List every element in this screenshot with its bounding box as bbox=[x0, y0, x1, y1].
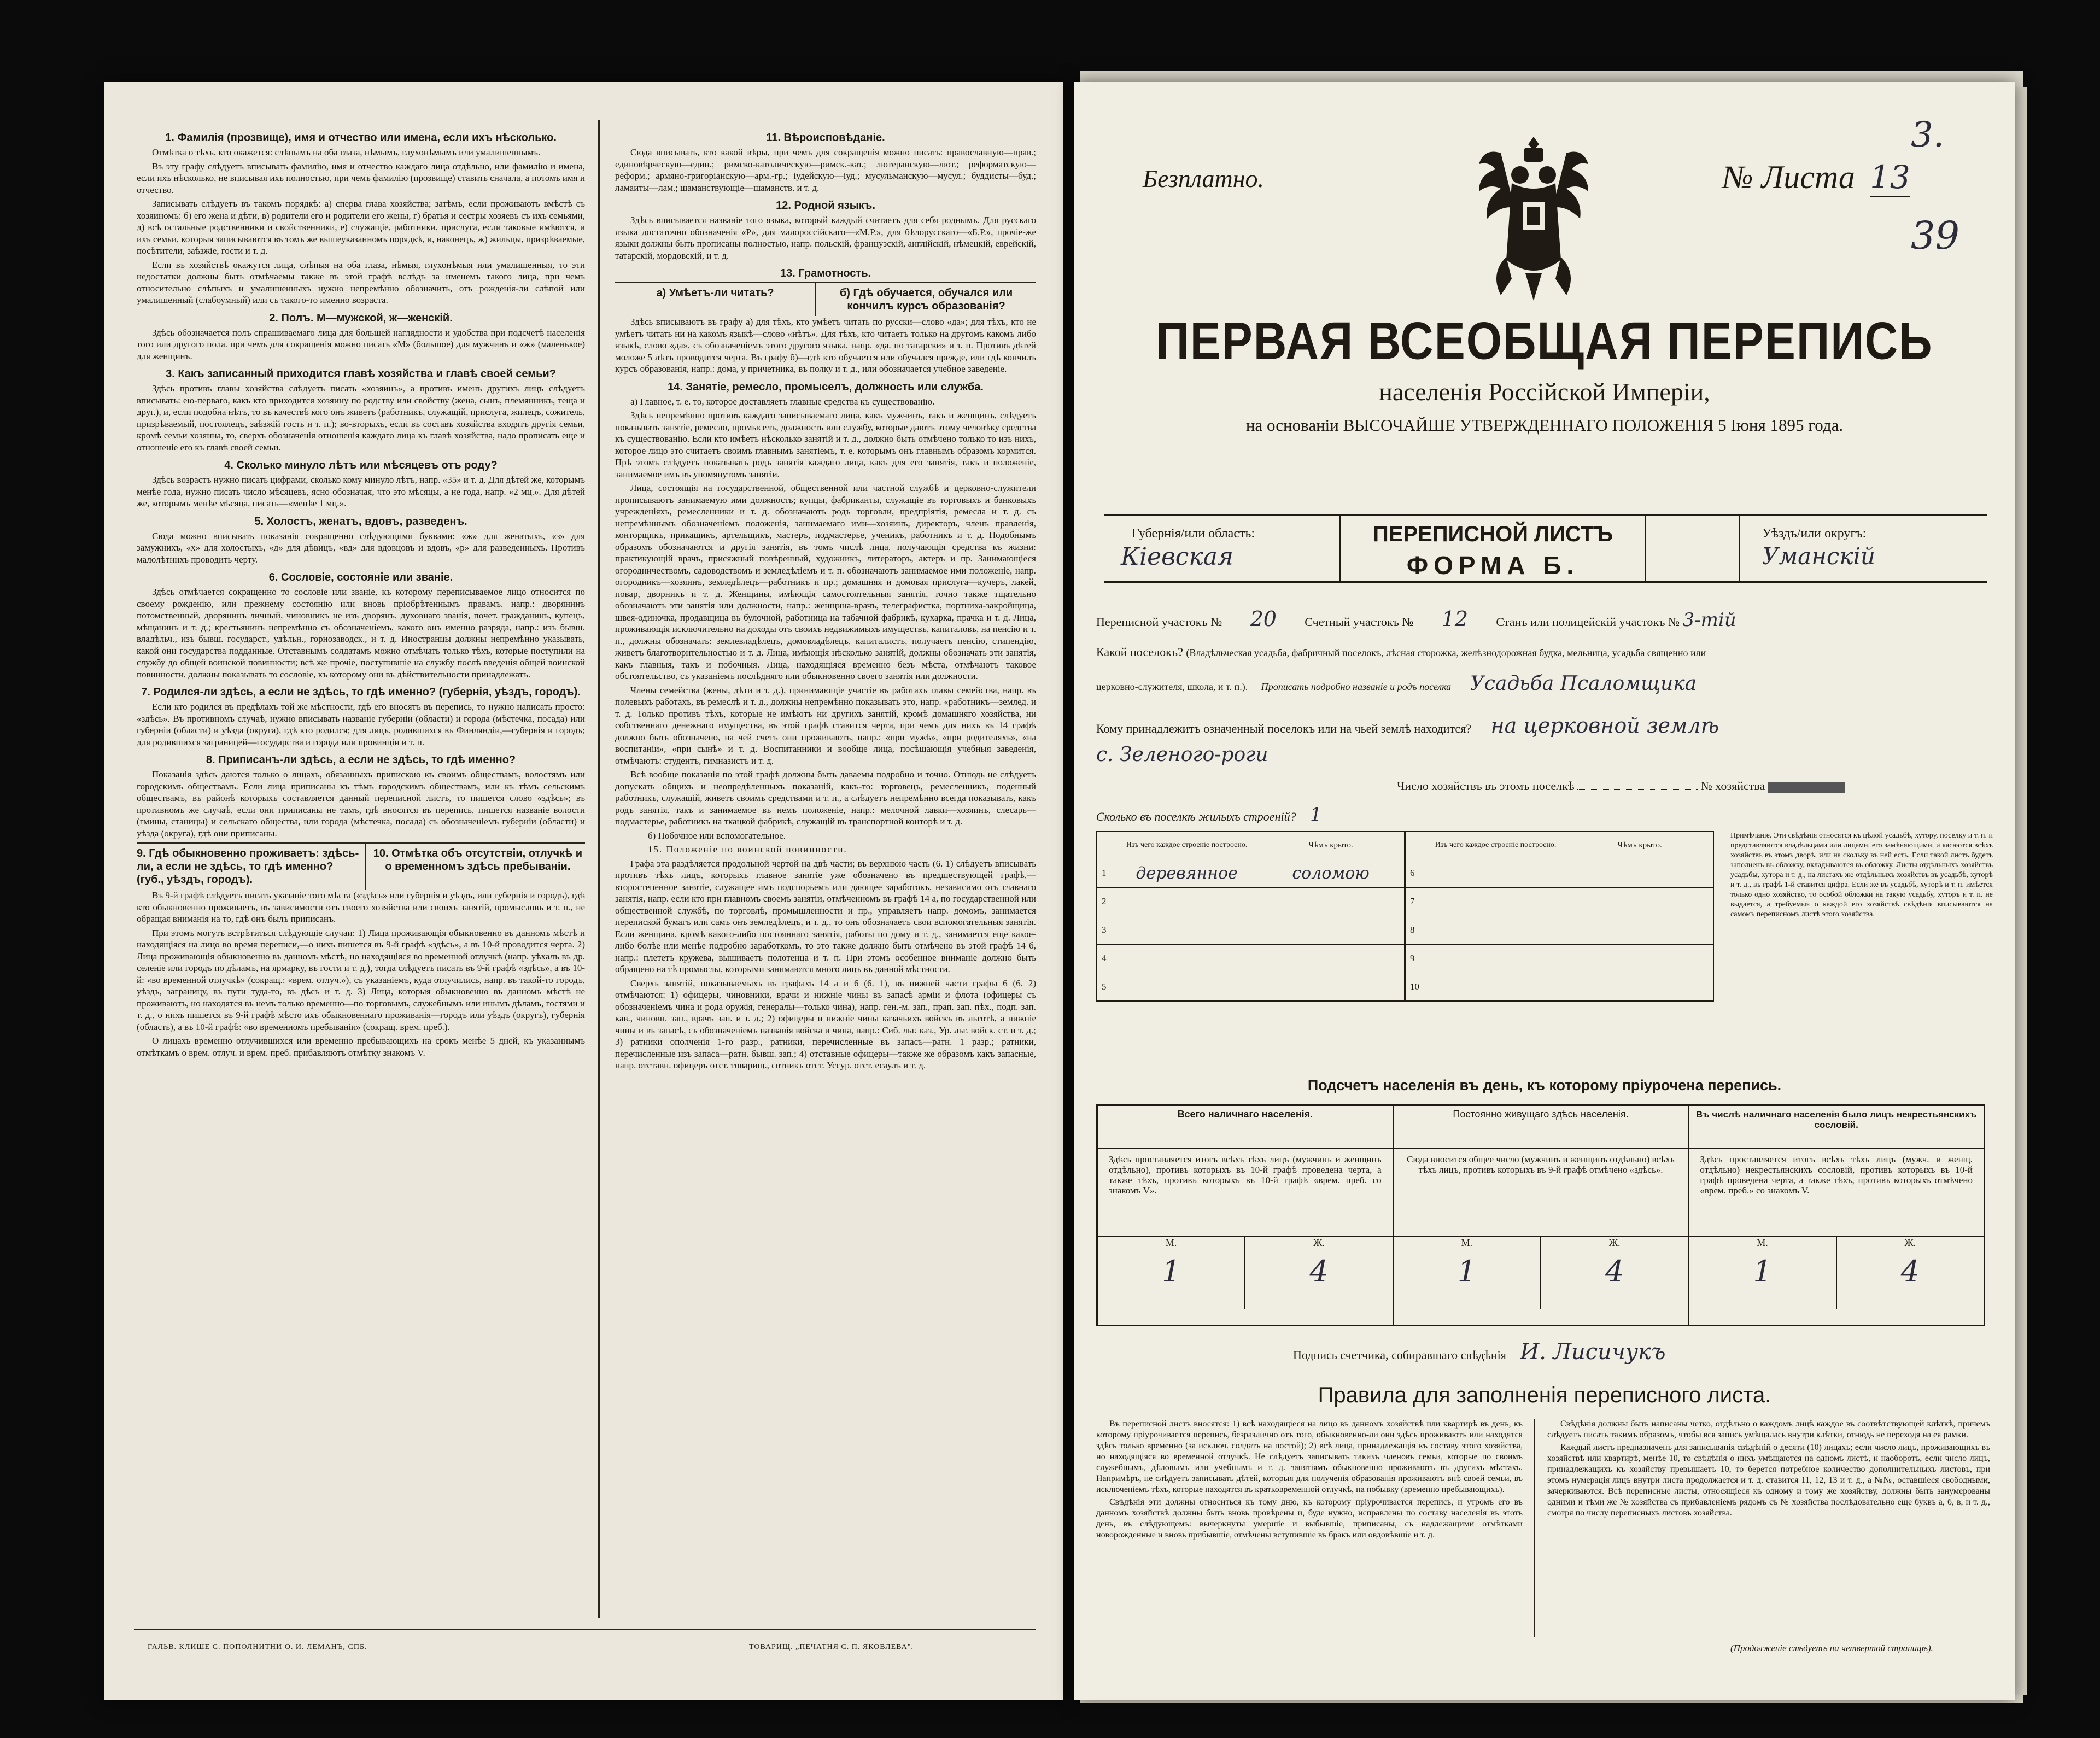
tally-col-total-f-label: Ж. bbox=[1313, 1237, 1325, 1248]
table-cell: соломою bbox=[1257, 859, 1405, 887]
uezd-value: Уманскій bbox=[1762, 543, 1875, 570]
q9-q10-block bbox=[137, 842, 585, 890]
uezd-label: Уѣздъ/или округъ: bbox=[1762, 526, 1867, 541]
q14-sub-b: б) Побочное или вспомогательное. bbox=[648, 830, 786, 841]
table-cell bbox=[1257, 944, 1405, 973]
table-cell bbox=[1257, 973, 1405, 1001]
corner-number: 39 bbox=[1911, 213, 1960, 258]
footer-left-imprint: ГАЛЬВ. КЛИШЕ С. ПОПОЛНИТНИ О. И. ЛЕМАНЪ, СПБ. bbox=[148, 1643, 367, 1651]
section-heading: 1. Фамилія (прозвище), имя и отчество или имена, если ихъ нѣсколько. bbox=[165, 132, 557, 144]
district-line bbox=[1096, 607, 1993, 631]
tally-resident-women: 4 bbox=[1605, 1254, 1624, 1289]
gubernia-label: Губернія/или область: bbox=[1132, 526, 1255, 541]
tally-col-nonpeasant-desc: Здѣсь проставляется итогъ всѣхъ тѣхъ лицъ (мужч. и женщ. отдѣльно) некрестьянскихъ сословій, противъ которыхъ въ 10-й графѣ проведена черта, а также тѣхъ, противъ которыхъ отмѣчено «врем. преб.» со знакомъ V. bbox=[1700, 1154, 1973, 1196]
tally-col-total-desc: Здѣсь проставляется итогъ всѣхъ тѣхъ лицъ (мужчинъ и женщинъ отдѣльно), противъ которыхъ въ 10-й графѣ проведена черта, а также тѣхъ, противъ которыхъ въ 10-й графѣ «врем. преб. со знакомъ V». bbox=[1109, 1154, 1382, 1196]
paragraph: Графа эта раздѣляется продольной чертой на двѣ части; въ верхнюю часть (6. 1) слѣдуетъ вписывать противъ тѣхъ лицъ, которыхъ главное занятіе уже обозначено въ предшествующей графѣ,—второстепенное занятіе, служащее имъ подспорьемъ или дающее заработокъ, независимо отъ главнаго занятія, напр. если кто при главномъ своемъ занятіи, отмѣченномъ въ графѣ 14 а, по государственной или общественной службѣ, по торговлѣ, промышленности и пр., управляетъ напр. домомъ, занимается перепиской бумагъ или самъ онъ земледѣлецъ, и т. д., то онъ обозначаетъ свои вспомогательныя занятія. Если женщина, кромѣ какого-либо постояннаго занятія, работы по дому и т. д., занимается еще какое-либо болѣе или менѣе подробно заработкомъ, то это также должно быть отмѣчено въ этой графѣ 14 б, напр.: плететъ кружева, вышиваетъ полотенца и т. п. При этомъ особенное вниманіе должно быть обращено на тѣ промыслы, которыми занимаются много лицъ въ данной мѣстности. bbox=[615, 858, 1036, 974]
sheet-number-label: № Листа bbox=[1722, 159, 1855, 195]
tally-nonpeasant-men: 1 bbox=[1689, 1249, 1836, 1309]
tally-total-women: 4 bbox=[1309, 1254, 1329, 1289]
section-paragraph: Показанія здѣсь даются только о лицахъ, обязанныхъ припискою къ своимъ обществамъ, волостямъ или городскимъ обществамъ. Если лица приписаны къ тѣмъ городскимъ обществамъ, или къ тѣмъ сельскимъ обществамъ, въ районѣ которыхъ составляется данный переписной листъ, то пишется слово «здѣсь»; въ противномъ же случаѣ, если они приписаны не тамъ, гдѣ вносятся въ перепись, пишется названіе волости (гмины, станицы) и сельскаго общества, или города (мѣстечка, посада) съ обозначеніемъ губерніи (области) и уѣзда (округа), гдѣ они приписаны. bbox=[137, 769, 585, 839]
paragraph: О лицахъ временно отлучившихся или временно пребывающихъ на срокъ менѣе 5 дней, къ указаннымъ отмѣткамъ о врем. отлуч. и врем. преб. прибавляютъ отмѣтку знакомъ V. bbox=[137, 1035, 585, 1058]
table-cell bbox=[1116, 944, 1257, 973]
census-district-label: Переписной участокъ № bbox=[1096, 615, 1222, 629]
building-table-header-material-right: Изъ чего каждое строеніе построено. bbox=[1425, 832, 1566, 859]
row-number: 2 bbox=[1097, 887, 1116, 916]
table-cell bbox=[1425, 887, 1566, 916]
footer-right-imprint: ТОВАРИЩ. „ПЕЧАТНЯ С. П. ЯКОВЛЕВА". bbox=[749, 1643, 914, 1651]
census-subtitle: населенія Россійской Имперіи, bbox=[1379, 378, 1710, 406]
row-number: 9 bbox=[1405, 944, 1425, 973]
table-cell bbox=[1425, 944, 1566, 973]
row-number: 7 bbox=[1405, 887, 1425, 916]
building-table-row bbox=[1097, 944, 1713, 973]
paragraph: Лица, состоящія на государственной, общественной или частной службѣ и церковно-служители прописываютъ занимаемую ими должность; купцы, фабриканты, служащіе въ торговыхъ и банковыхъ учрежденіяхъ, ремесленники и т. д. обозначаютъ родъ торговли, предпріятія, ремесла и т. д. съ непремѣннымъ обозначеніемъ положенія, занимаемаго ими—хозяинъ, директоръ, членъ правленія, конторщикъ, прикащикъ, артельщикъ, мастеръ, подмастерье, ученикъ, работникъ и т. д. Подобнымъ образомъ обозначаются и другія занятія, въ томъ числѣ лица, получающія средства къ жизни: практикующій врачъ, присяжный повѣренный, художникъ, литераторъ, актеръ и пр. Занимающіеся огородничествомъ, садоводствомъ и земледѣліемъ и т. п. обозначаютъ занимаемое ими положеніе, напр. огородникъ—хозяинъ, земледѣлецъ—работникъ и пр.; домашняя и домовая прислуга—кучеръ, лакей, повар, дворникъ и т. д. Женщины, имѣющія самостоятельныя занятія, точно также тщательно обозначаютъ эти занятія или должности, напр.: женщина-врачъ, телеграфистка, портниха-закройщица, швея-одиночка, продавщица въ булочной, работница на табачной фабрикѣ, кухарка, прачка и т. д. Лица, проживающія исключительно на доходы отъ своихъ недвижимыхъ имуществъ, капиталовъ, на пенсію и т. п., должны обозначать: землевладѣлецъ, домовладѣлецъ, капиталистъ, получаетъ пенсію, стипендію, живетъ благотворительностью и т. д. Лица, имѣющія нѣсколько занятій, должны обозначать эти занятія, какъ главныя, такъ и побочныя. Лица, находящіяся временно безъ мѣста, отмѣчаютъ таковое обстоятельство, съ указаніемъ послѣдняго или обыкновенно своего занятія или должности. bbox=[615, 483, 1036, 681]
tally-title: Подсчетъ населенія въ день, къ которому пріурочена перепись. bbox=[1307, 1077, 1782, 1093]
building-table-header-roof-right: Чѣмъ крыто. bbox=[1566, 832, 1713, 859]
section-heading: 6. Сословіе, состояніе или званіе. bbox=[268, 571, 453, 583]
section-paragraph: Записывать слѣдуетъ въ такомъ порядкѣ: а) сперва глава хозяйства; затѣмъ, если проживаютъ вмѣстѣ съ хозяиномъ: б) его жена и дѣти, в) родители его и родители его жены, г) братья и сестры хозяевъ съ ихъ семьями, д) всѣ остальные родственники и свойственники, е) служащіе, работники, прислуга, если таковые имѣются, и ихъ семьи, которыя записываются въ томъ же вышеуказанномъ порядкѣ, и, наконецъ, ж) жильцы, призрѣваемые, посѣтители, заѣзжіе, гости и т. д. bbox=[137, 198, 585, 256]
tally-col-resident-desc: Сюда вносится общее число (мужчинъ и женщинъ отдѣльно) всѣхъ тѣхъ лицъ, противъ которыхъ въ 9-й графѣ отмѣчено «здѣсь». bbox=[1407, 1154, 1675, 1175]
rules-right-column bbox=[1547, 1419, 1990, 1520]
q9-q10-paras bbox=[137, 890, 585, 1058]
building-table-body bbox=[1097, 859, 1713, 1001]
paragraph: Здѣсь непремѣнно противъ каждаго записываемаго лица, какъ мужчинъ, такъ и женщинъ, слѣдуетъ показывать занятіе, ремесло, промыселъ, должность или службу, которые даютъ этому человѣку средства къ существованію. Если кто имѣетъ нѣсколько занятій и т. д., должно быть отмѣчено только то изъ нихъ, которое лицо это считаетъ своимъ главнымъ занятіемъ, т. е. которымъ онъ главнымъ образомъ кормится. Прѣ этомъ слѣдуетъ показывать родъ занятія каждаго лица, какъ для его занятія, такъ и положеніе, занимаемое имъ въ упомянутомъ занятіи. bbox=[615, 410, 1036, 479]
rules-continue-note: (Продолженіе слѣдуетъ на четвертой страницѣ). bbox=[1730, 1643, 1933, 1653]
tally-nonpeasant-women: 4 bbox=[1900, 1254, 1920, 1289]
tally-col-total-header: Всего наличнаго населенія. bbox=[1098, 1106, 1393, 1149]
buildings-label: Сколько въ поселкѣ жилыхъ строеній? bbox=[1096, 810, 1296, 823]
row-number: 8 bbox=[1405, 916, 1425, 944]
paragraph: Въ 9-й графѣ слѣдуетъ писать указаніе того мѣста («здѣсь» или губернія и уѣздъ, или губернія и городъ), гдѣ кто обыкновенно проживаетъ, въ зависимости отъ своего хозяйства или своихъ занятій, промысловъ и т. п., не обращая вниманія на то, гдѣ онъ былъ приписанъ. bbox=[137, 890, 585, 924]
census-title: ПЕРВАЯ ВСЕОБЩАЯ ПЕРЕПИСЬ bbox=[1156, 311, 1933, 370]
column-divider bbox=[598, 120, 600, 1618]
settlement-value: Усадьба Псаломщика bbox=[1470, 672, 1697, 695]
table-cell bbox=[1257, 887, 1405, 916]
gubernia-value: Кіевская bbox=[1121, 543, 1234, 571]
section-paragraph: Здѣсь противъ главы хозяйства слѣдуетъ писать «хозяинъ», а противъ именъ другихъ лицъ слѣдуетъ вписывать: ею-перваго, какъ кто приходится хозяину по родству или свойству (жена, сынъ, племянникъ, теща и друг.), и, если подобна нѣтъ, то въ качествѣ кого онъ живетъ (работникъ, служащій, прислуга, жилецъ, сожитель, призрѣваемый, постоялецъ, заѣзжій гость и т. п.); во-вторыхъ, если въ составъ хозяйства входятъ другія семьи, кромѣ семьи хозяина, то, сверхъ обозначенія отношенія каждаго лица къ главѣ хозяйства, надо прописать еще и отношеніе его къ главѣ своей семьи. bbox=[137, 383, 586, 453]
tally-col-resident-header: Постоянно живущаго здѣсь населенія. bbox=[1394, 1106, 1688, 1149]
building-table bbox=[1096, 831, 1714, 1002]
q13-sub-block bbox=[615, 282, 1036, 316]
footer-rule bbox=[134, 1629, 1036, 1630]
census-basis: на основаніи ВЫСОЧАЙШЕ УТВЕРЖДЕННАГО ПОЛОЖЕНІЯ 5 Іюня 1895 года. bbox=[1245, 416, 1844, 435]
section-heading: 8. Приписанъ-ли здѣсь, а если не здѣсь, то гдѣ именно? bbox=[206, 754, 516, 766]
tally-col-resident-m-label: М. bbox=[1394, 1237, 1541, 1249]
q13b-heading: б) Гдѣ обучается, обучался или кончилъ курсъ образованія? bbox=[839, 287, 1013, 312]
sheet-number-value: 13 bbox=[1870, 159, 1910, 196]
q9-heading: 9. Гдѣ обыкновенно проживаетъ: здѣсь-ли, а если не здѣсь, то гдѣ именно? (губ., уѣздъ, городъ). bbox=[137, 847, 359, 886]
building-table-header-roof-left: Чѣмъ крыто. bbox=[1257, 832, 1405, 859]
table-cell bbox=[1116, 973, 1257, 1001]
tally-col-resident-f-label: Ж. bbox=[1608, 1237, 1621, 1248]
right-page bbox=[1074, 82, 2015, 1700]
building-table-header-material-left: Изъ чего каждое строеніе построено. bbox=[1116, 832, 1257, 859]
settlement-line bbox=[1096, 645, 1993, 659]
row-number: 4 bbox=[1097, 944, 1116, 973]
household-number-label: № хозяйства bbox=[1700, 779, 1765, 793]
buildings-value: 1 bbox=[1310, 804, 1322, 826]
section-paragraph: Если кто родился въ предѣлахъ той же мѣстности, гдѣ его вносятъ въ перепись, то нужно написать просто: «здѣсь». Въ противномъ случаѣ, нужно вписывать названіе губерніи (области) и города (мѣстечка, посада) или губерніи (области) и уѣзда (округа), гдѣ кто родился; для лицъ, родившихся въ Финляндіи,—губернія и городъ; для родившихся заграницей—государства и города или провинціи и т. п. bbox=[137, 701, 585, 747]
households-label: Число хозяйствъ въ этомъ поселкѣ bbox=[1397, 779, 1575, 793]
table-cell bbox=[1566, 973, 1713, 1001]
section-paragraph: Здѣсь обозначается полъ спрашиваемаго лица для большей наглядности и удобства при подсчетѣ населенія того или другого пола. при чемъ для сокращенія можно писать «М» (большое) для мужчинъ и «ж» (маленькое) для женщинъ. bbox=[137, 327, 585, 361]
building-table-row bbox=[1097, 973, 1713, 1001]
signature-label: Подпись счетчика, собиравшаго свѣдѣнія bbox=[1293, 1348, 1506, 1362]
signature-value: И. Лисичукъ bbox=[1520, 1339, 1666, 1365]
q15-heading: 15. Положеніе по воинской повинности. bbox=[648, 844, 847, 855]
table-cell bbox=[1566, 859, 1713, 887]
count-district-label: Счетный участокъ № bbox=[1305, 615, 1414, 629]
table-cell bbox=[1257, 916, 1405, 944]
settlement-instruction: Прописать подробно названіе и родъ поселка bbox=[1261, 681, 1452, 692]
section-paragraph: Сюда вписывать, кто какой вѣры, при чемъ для сокращенія можно писать: православную—прав.; единовѣрческую—един.; римско-католическую—римск.-кат.; лютеранскую—лют.; реформатскую—реформ.; армяно-григоріанскую—арм.-гр.; іудейскую—іуд.; мусульманскую—мусул.; буддисты—буд.; ламаиты—лам.; шаманствующіе—шаманств. и т. д. bbox=[615, 147, 1036, 193]
q14-paras bbox=[615, 409, 1036, 828]
settlement-line-2 bbox=[1096, 672, 1993, 695]
col2-sections bbox=[615, 131, 1036, 280]
section-paragraph: Если въ хозяйствѣ окажутся лица, слѣпыя на оба глаза, нѣмыя, глухонѣмыя или умалишенныя, то эти недостатки должны быть отмѣчаемы также въ этой графѣ вслѣдъ за именемъ такого лица, при чемъ относительно слѣпыхъ и умалишенныхъ нужно непремѣнно обозначить, отъ рожденія-ли слѣпой или умалишенный (слабоумный) или съ такого-то именно возраста. bbox=[137, 259, 585, 305]
tally-col-nonpeasant-m-label: М. bbox=[1689, 1237, 1836, 1249]
building-table-row bbox=[1097, 859, 1713, 887]
table-cell bbox=[1116, 887, 1257, 916]
section-heading: 13. Грамотность. bbox=[780, 267, 871, 279]
table-cell: деревянное bbox=[1116, 859, 1257, 887]
left-column-2 bbox=[615, 126, 1036, 1074]
paragraph: Всѣ вообще показанія по этой графѣ должны быть даваемы подробно и точно. Отнюдь не слѣдуетъ допускать общихъ и неопредѣленныхъ показаній, какъ-то: торговецъ, ремесленникъ, поденный работникъ, служащій, живетъ своимъ средствами и т. п., а слѣдуетъ непремѣнно всегда показывать, какъ родъ занятія, такъ и занимаемое въ немъ положеніе, напр.: мелочной лавки—хозяинъ, слесарь—подмастерье, работникъ на ткацкой фабрикѣ, служащій въ транспортной конторѣ и т. д. bbox=[615, 769, 1036, 827]
row-number: 10 bbox=[1405, 973, 1425, 1001]
form-title: ПЕРЕПИСНОЙ ЛИСТЪ bbox=[1373, 522, 1613, 546]
table-cell bbox=[1566, 887, 1713, 916]
tally-col-resident bbox=[1394, 1106, 1689, 1325]
table-cell bbox=[1425, 859, 1566, 887]
building-table-row bbox=[1097, 887, 1713, 916]
buildings-line bbox=[1096, 804, 1322, 826]
building-table-row bbox=[1097, 916, 1713, 944]
paragraph: Каждый листъ предназначенъ для записыванія свѣдѣній о десяти (10) лицахъ; если число лицъ, проживающихъ въ хозяйствѣ или квартирѣ, менѣе 10, то свѣдѣнія о нихъ умѣщаются на одномъ листѣ, и наоборотъ, если число лицъ, принадлежащихъ къ хозяйству превышаетъ 10, то берется потребное количество дополнительныхъ листовъ, при этомъ нумерація лицъ внутри листа продолжается и т. д. ставится 11, 12, 13 и т. д., а №№, оставшіеся свободными, зачеркиваются. Всѣ переписные листы, относящіеся къ одному и тому же хозяйству, должны быть занумерованы одними и тѣми же № хозяйства съ прибавленіемъ рядомъ съ № хозяйства послѣдовательно еще буквъ а, б, в, и т. д., смотря по числу переписныхъ листовъ хозяйства. bbox=[1547, 1443, 1990, 1518]
households-line bbox=[1397, 779, 1987, 793]
q14-heading: 14. Занятіе, ремесло, промыселъ, должность или служба. bbox=[668, 381, 984, 393]
table-cell bbox=[1116, 916, 1257, 944]
section-paragraph: Сюда можно вписывать показанія сокращенно слѣдующими буквами: «ж» для женатыхъ, «з» для замужнихъ, «х» для холостыхъ, «д» для дѣвицъ, «вд» для вдовцовъ и вдовъ, «р» для разведенныхъ. Противъ малолѣтнихъ проводить черту. bbox=[137, 530, 585, 565]
tally-table bbox=[1096, 1104, 1985, 1326]
corner-mark: 3. bbox=[1911, 115, 1945, 155]
paragraph: При этомъ могутъ встрѣтиться слѣдующіе случаи: 1) Лица проживающія обыкновенно въ данномъ мѣстѣ и находящіяся на лицо во время переписи,—о нихъ пишется въ 9-й графѣ «здѣсь», а въ 10-й проводится черта. 2) Лица проживающія обыкновенно въ данномъ мѣстѣ, но находящіяся во временной отлучкѣ (напр. уѣхалъ въ др. селеніе или городъ по дѣламъ, на ярмарку, въ гости и т. д.), тогда слѣдуетъ писать въ 9-й графѣ «здѣсь», а въ 10-й: «во временной отлучкѣ» (сокращ.: «врем. отлуч.»), съ указаніемъ, куда отлучились, напр. въ такой-то городъ, уѣздъ, заграницу, въ пути туда-то, въ дѣсъ и т. д. 3) Лица, которыя обыкновенно въ данномъ мѣстѣ не проживаютъ, но находятся въ немъ только временно—по торговымъ, служебнымъ или инымъ дѣламъ, гостями и т. д., о нихъ пишется въ 9-й графѣ мѣсто ихъ обыкновеннаго проживанія—городъ или уѣздъ (округъ), губернія (область), а въ 10-й графѣ: «во временномъ пребываніи» (сокращ. врем. преб.). bbox=[137, 927, 585, 1032]
form-header-box bbox=[1104, 514, 1987, 583]
tally-col-total-m-label: М. bbox=[1098, 1237, 1245, 1249]
signature-line bbox=[1293, 1339, 1666, 1365]
section-paragraph: Въ эту графу слѣдуетъ вписывать фамилію, имя и отчество каждаго лица отдѣльно, или фамилію и имена, если ихъ нѣсколько, не вписывая ихъ полностью, при чемъ фамилію (прозвище) ставить сначала, а потомъ имя и отчество. bbox=[137, 161, 585, 195]
stan-value: 3-тій bbox=[1682, 609, 1736, 631]
tally-col-nonpeasant-header: Въ числѣ наличнаго населенія было лицъ некрестьянскихъ сословій. bbox=[1689, 1106, 1984, 1149]
col1-sections bbox=[137, 131, 585, 839]
q14-sub-a: а) Главное, т. е. то, которое доставляетъ главные средства къ существованію. bbox=[630, 396, 935, 407]
row-number: 3 bbox=[1097, 916, 1116, 944]
form-subtitle: ФОРМА Б. bbox=[1406, 551, 1580, 580]
tally-col-total bbox=[1098, 1106, 1394, 1325]
row-number: 5 bbox=[1097, 973, 1116, 1001]
tally-col-nonpeasant bbox=[1689, 1106, 1984, 1325]
free-label: Безплатно. bbox=[1143, 165, 1265, 192]
row-number: 6 bbox=[1405, 859, 1425, 887]
settlement-hint-2: церковно-служителя, школа, и т. п.). bbox=[1096, 681, 1248, 692]
settlement-label: Какой поселокъ? bbox=[1096, 645, 1183, 659]
left-page bbox=[104, 82, 1063, 1700]
q13-paras bbox=[615, 316, 1036, 375]
census-district-value: 20 bbox=[1225, 607, 1302, 631]
village-value: с. Зеленого-роги bbox=[1096, 744, 1268, 766]
table-cell bbox=[1566, 944, 1713, 973]
owner-label: Кому принадлежитъ означенный поселокъ или на чьей землѣ находится? bbox=[1096, 722, 1472, 735]
section-heading: 12. Родной языкъ. bbox=[776, 200, 875, 212]
paragraph: Здѣсь вписываютъ въ графу а) для тѣхъ, кто умѣетъ читать по русски—слово «да»; для тѣхъ, кто не умѣетъ читать ни на какомъ языкѣ—слово «нѣтъ». Для тѣхъ, кто читаетъ только на другомъ какомъ либо языкѣ, слово «да», съ обозначеніемъ этого другого языка, напр. «да. по татарски» и т. п. Противъ дѣтей моложе 5 лѣтъ проводится черта. Въ графу б)—гдѣ кто обучается или обучался прежде, или гдѣ кончилъ курсъ образованія, напр.: дома, у причетника, въ полку и т. д., или обозначается учебное заведеніе. bbox=[615, 317, 1036, 374]
building-note: Примѣчаніе. Эти свѣдѣнія относятся къ цѣлой усадьбѣ, хутору, поселку и т. п. и представляются владѣльцами или лицами, его замѣняющими, и касаются всѣхъ хозяйствъ въ этомъ дворѣ, или на скольку въ ней есть. Если такой листъ будетъ заполненъ въ обложку, вкладываются въ обложку. Листы отдѣльныхъ хозяйствъ усадьбы, хутора и т. д., на листахъ же отдѣльныхъ хозяйствъ въ усадьбѣ, хуторѣ и т. д., въ графѣ 1-й ставится цифра. Если же въ усадьбѣ, хуторѣ и т. п. имѣется только одно хозяйство, то особой обложки на такую усадьбу, хуторъ и т. п. не выдается, а требуемыя о каждой его хозяйствѣ свѣдѣнія вписываются на самомъ переписномъ листѣ этого хозяйства. bbox=[1730, 832, 1993, 918]
tally-total-men: 1 bbox=[1098, 1249, 1245, 1309]
tally-col-nonpeasant-f-label: Ж. bbox=[1904, 1237, 1916, 1248]
imperial-eagle-emblem bbox=[1468, 131, 1599, 306]
q15-paras bbox=[615, 858, 1036, 1072]
settlement-hint: (Владѣльческая усадьба, фабричный поселокъ, лѣсная сторожка, желѣзнодорожная будка, мельница, усадьба священно или bbox=[1186, 647, 1706, 658]
section-heading: 4. Сколько минуло лѣтъ или мѣсяцевъ отъ роду? bbox=[224, 459, 498, 471]
section-heading: 3. Какъ записанный приходится главѣ хозяйства и главѣ своей семьи? bbox=[166, 368, 556, 380]
rules-divider bbox=[1534, 1419, 1535, 1637]
row-number: 1 bbox=[1097, 859, 1116, 887]
paragraph: Сверхъ занятій, показываемыхъ въ графахъ 14 а и 6 (6. 1), въ нижней части графы 6 (6. 2) отмѣчаются: 1) офицеры, чиновники, врачи и нижніе чины въ запасѣ арміи и флота (офицеры съ обозначеніемъ чина и рода оружія, генералы—только чина), напр. ген.-м. зап., прап. зап. пѣх., подп. зап. кав., чиновн. зап., врачъ зап. и т. д.; 2) офицеры и нижніе чины казачьихъ войскъ въ льготѣ, а нижніе чины и въ запасѣ, съ обозначеніемъ названія войска и чина, напр.: Сиб. льг. каз., Ур. льг. войск. ст. и т. д.; 3) ратники ополченія 1-го разр., ратники, перечисленные въ запасъ—ратн. 1 разр.; ратники, перечисленные изъ запаса—ратн. бывш. зап.; 4) отставные офицеры—также же образомъ какъ запасные, напр. отставн. офицеръ отст. товарищ., сотникъ отст. Уссур. отст. есаулъ и т. д. bbox=[615, 978, 1036, 1070]
q13a-heading: а) Умѣетъ-ли читать? bbox=[656, 287, 774, 299]
paragraph: Свѣдѣнія эти должны относиться къ тому дню, къ которому пріурочивается перепись, и утромъ его въ данномъ хозяйствѣ должны быть вновь провѣрены и, буде нужно, исправлены по составу населенія въ этотъ день, въ слѣдующемъ: вычеркнуты умершіе и выбывшіе, приписаны, съ надлежащими отмѣтками новорожденные и вновь прибывшіе, отмѣчены вступившіе въ бракъ или овдовѣвшіе и т. д. bbox=[1096, 1497, 1523, 1540]
table-cell bbox=[1566, 916, 1713, 944]
stan-label: Станъ или полицейскій участокъ № bbox=[1496, 615, 1680, 629]
table-cell bbox=[1425, 916, 1566, 944]
section-paragraph: Здѣсь возрастъ нужно писать цифрами, сколько кому минуло лѣтъ, напр. «35» и т. д. Для дѣтей же, которымъ менѣе года, нужно писать число мѣсяцевъ, ясно обозначая, что это мѣсяцы, а не года, напр. «2 мц.». Для дѣтей же, которымъ менѣе мѣсяца, писать—«менѣе 1 мц.». bbox=[137, 475, 585, 508]
section-heading: 2. Полъ. М—мужской, ж—женскій. bbox=[269, 312, 453, 324]
section-heading: 5. Холостъ, женатъ, вдовъ, разведенъ. bbox=[254, 515, 467, 528]
q10-heading: 10. Отмѣтка объ отсутствіи, отлучкѣ и о временномъ здѣсь пребываніи. bbox=[373, 847, 583, 873]
paragraph: Въ переписной листъ вносятся: 1) всѣ находящіеся на лицо въ данномъ хозяйствѣ или квартирѣ въ день, къ которому пріурочивается перепись, безразлично отъ того, обыкновенно-ли они здѣсь проживаютъ или находятся здѣсь только временно (за исключ. солдатъ на постой); 2) всѣ лица, принадлежащія къ составу этого хозяйства, но находящіяся во временной отлучкѣ. Не слѣдуетъ записывать такихъ членовъ семьи, которые по своимъ служебнымъ, дѣловымъ или учебнымъ и т. д. занятіямъ обыкновенно проживаютъ въ другихъ мѣстахъ. Напримѣръ, не слѣдуетъ записывать дѣтей, которыя для полученія образованія проживаютъ внѣ своей семьи, въ исключеніемъ тѣхъ, которые находятся въ кратковременной отлучкѣ, на побывку (временно пребывающихъ). bbox=[1096, 1419, 1523, 1494]
table-cell bbox=[1425, 973, 1566, 1001]
owner-line bbox=[1096, 713, 1993, 738]
section-heading: 11. Вѣроисповѣданіе. bbox=[766, 132, 885, 144]
paragraph: Члены семейства (жены, дѣти и т. д.), принимающіе участіе въ работахъ главы семейства, напр. въ полевыхъ работахъ, въ ремеслѣ и т. д., должны непремѣнно показывать это, напр. «работникъ—землед. и т. д. Только противъ тѣхъ, которые не имѣютъ ни другихъ занятій, кромѣ домашняго хозяйства, ни собственнаго денежнаго имущества, въ этой графѣ ставится черта, при чемъ для нихъ въ 14 графѣ должно быть обозначено, на чей счетъ они проживаютъ, напр.: «при мужѣ», «при родителяхъ», «на воспитаніи», «при сынѣ» и т. д. Воспитанники и вообще лица, посѣщающія учебныя заведенія, отмѣчаютъ: студентъ, гимназистъ и т. д. bbox=[615, 684, 1036, 766]
section-paragraph: Здѣсь отмѣчается сокращенно то сословіе или званіе, къ которому переписываемое лицо относится по своему рожденію, или прежнему состоянію или вновь пріобрѣтеннымъ правамъ. напр.: дворянинъ потомственный, дворянинъ личный, чиновникъ не изъ дворянъ, духовнаго званія, почет. гражданинъ, купецъ, мѣщанинъ и т. д.; крестьянинъ непремѣнно съ обозначеніемъ, какого онъ именно разряда, напр.: изъ бывш. владѣльч., изъ бывш. государст., удѣльн., горнозаводск., и т. д. Иностранцы должны непремѣнно указывать, какой они государства подданные. Отставнымъ солдатамъ можно отмѣчать только тѣхъ, которые поступили на службу до общей воинской повинности; всѣ же прочіе, поступившіе на службу послѣ введенія общей воинской повинности, должны показывать то сословіе, къ которому они въ дѣйствительности принадлежатъ. bbox=[137, 587, 585, 680]
paragraph: Свѣдѣнія должны быть написаны четко, отдѣльно о каждомъ лицѣ каждое въ соотвѣтствующей клѣткѣ, причемъ слѣдуетъ писать такимъ образомъ, чтобы вся запись умѣщалась внутри клѣтки, отнюдь не переходя на ея рамки. bbox=[1547, 1419, 1990, 1439]
rules-left-column bbox=[1096, 1419, 1523, 1542]
tally-resident-men: 1 bbox=[1394, 1249, 1541, 1309]
count-district-value: 12 bbox=[1417, 607, 1493, 631]
section-paragraph: Отмѣтка о тѣхъ, кто окажется: слѣпымъ на оба глаза, нѣмымъ, глухонѣмымъ или умалишеннымъ. bbox=[152, 147, 541, 157]
section-heading: 7. Родился-ли здѣсь, а если не здѣсь, то гдѣ именно? (губернія, уѣздъ, городъ). bbox=[141, 686, 581, 698]
left-column-1 bbox=[137, 126, 585, 1061]
owner-value: на церковной землѣ bbox=[1490, 713, 1719, 738]
section-paragraph: Здѣсь вписывается названіе того языка, который каждый считаетъ для себя роднымъ. Для русскаго языка достаточно обозначенія «Р», для малороссійскаго—«М.Р.», для бѣлорусскаго—«Б.Р.», прочіе-же языки должны быть прописаны полностью, напр. польскій, французскій, англійскій, нѣмецкій, еврейскій, татарскій, мордовскій, и т. д. bbox=[615, 215, 1036, 261]
rules-title: Правила для заполненія переписного листа. bbox=[1318, 1383, 1771, 1407]
